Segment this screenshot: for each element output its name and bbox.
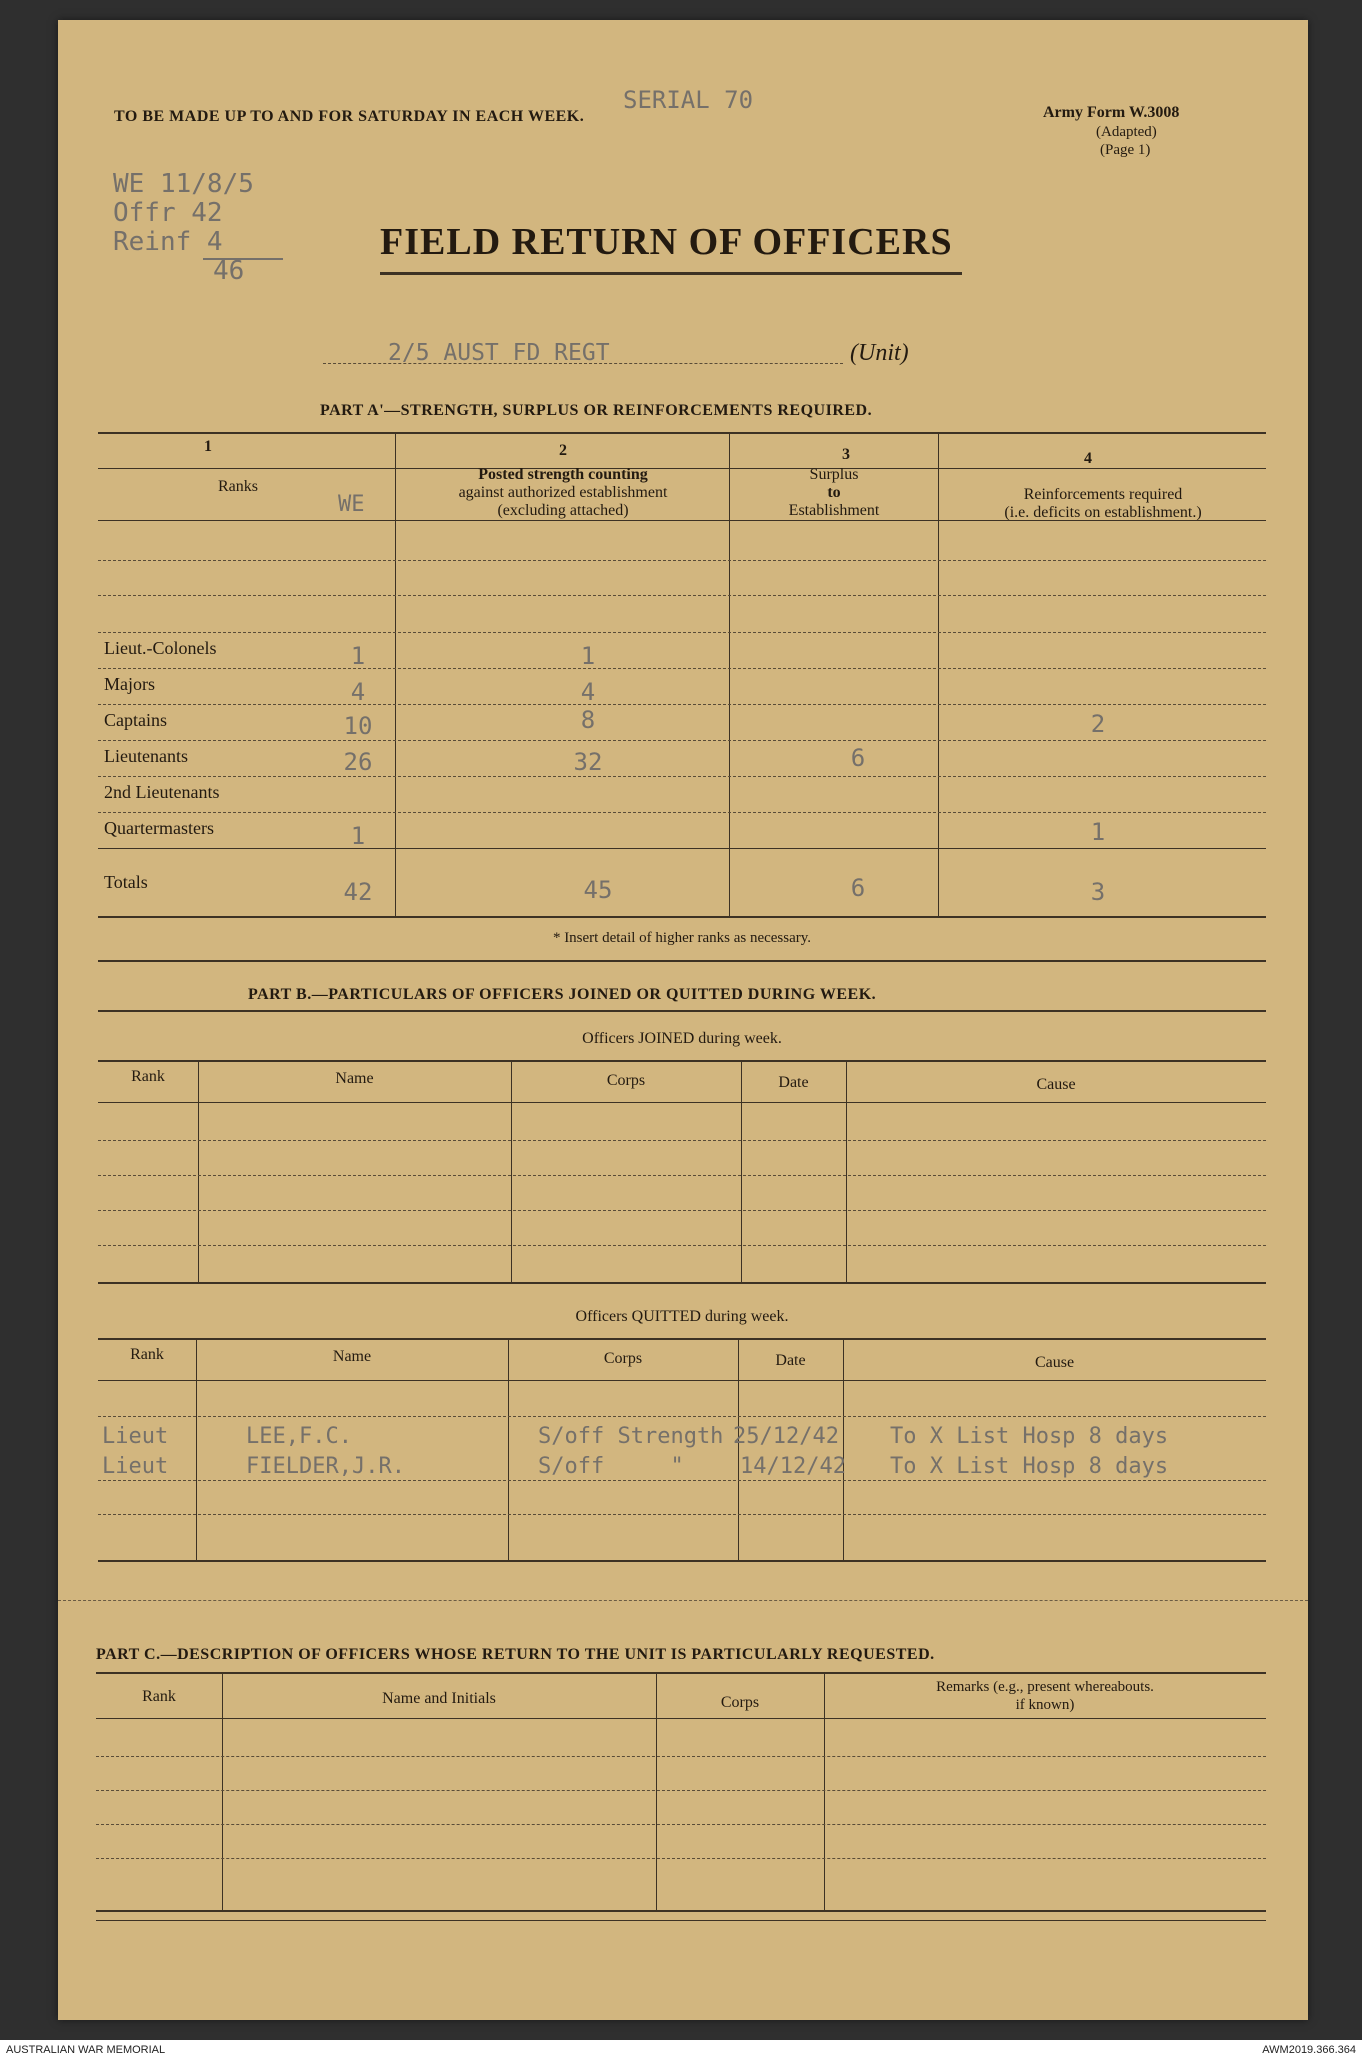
col-header-cause: Cause: [1036, 1076, 1076, 1093]
col-header-cause: Cause: [1034, 1354, 1075, 1371]
table-divider: [741, 1060, 742, 1282]
we-cell: 26: [343, 748, 373, 776]
row-rule: [98, 1514, 1266, 1515]
we-header: WE: [338, 492, 365, 517]
part-c-double-rule: [96, 1920, 1266, 1921]
header-line: Surplus: [809, 466, 859, 483]
rank-cell: Majors: [104, 674, 155, 694]
form-page: (Page 1): [1100, 142, 1151, 158]
table-row: [98, 776, 1266, 813]
header-bottom-rule: [98, 520, 1266, 521]
annotation-line: Offr 42: [113, 198, 223, 228]
header-line: Establishment: [788, 502, 880, 519]
col-number: 4: [1084, 450, 1092, 467]
col-header-corps: Corps: [606, 1072, 646, 1089]
totals-posted: 45: [583, 876, 613, 904]
surplus-cell: 6: [850, 744, 866, 772]
date-cell: 25/12/42: [733, 1424, 839, 1449]
rank-cell: Lieut: [102, 1454, 169, 1479]
annotation-rule: [203, 258, 283, 260]
row-rule: [96, 1790, 1266, 1791]
row-rule: [96, 1756, 1266, 1757]
unit-value: 2/5 AUST FD REGT: [388, 340, 610, 366]
row-rule: [98, 1175, 1266, 1176]
table-row: [98, 704, 1266, 741]
blank-row-rule: [98, 560, 1266, 561]
table-divider: [511, 1060, 512, 1282]
row-rule: [98, 1480, 1266, 1481]
table-row: [98, 740, 1266, 777]
serial-stamp: SERIAL 70: [623, 86, 754, 114]
table-row: [98, 632, 1266, 669]
table-row: [98, 668, 1266, 705]
we-cell: 1: [350, 822, 366, 850]
totals-top-rule: [98, 848, 1266, 849]
instruction-text: TO BE MADE UP TO AND FOR SATURDAY IN EACH WEEK.: [114, 108, 585, 125]
joined-end-rule: [98, 1282, 1266, 1284]
part-a-title: PART A'—STRENGTH, SURPLUS OR REINFORCEMENTS REQUIRED.: [320, 402, 873, 419]
corps-cell: S/off ": [538, 1454, 684, 1479]
part-c-title: PART C.—DESCRIPTION OF OFFICERS WHOSE RETURN TO THE UNIT IS PARTICULARLY REQUESTED.: [96, 1646, 935, 1663]
rank-cell: 2nd Lieutenants: [104, 782, 220, 802]
annotation-line: Reinf 4: [113, 227, 223, 257]
part-c-table: [96, 1672, 1266, 1910]
posted-header: [403, 466, 723, 520]
col-header-corps: Corps: [720, 1694, 760, 1711]
totals-we: 42: [343, 878, 373, 906]
table-divider: [198, 1060, 199, 1282]
quitted-table: [98, 1338, 1266, 1560]
archive-caption: [0, 2040, 1362, 2061]
row-rule: [98, 1210, 1266, 1211]
header-rule: [96, 1718, 1266, 1719]
totals-surplus: 6: [850, 874, 866, 902]
posted-cell: 32: [573, 748, 603, 776]
name-cell: FIELDER,J.R.: [246, 1454, 405, 1479]
part-b-title: PART B.—PARTICULARS OF OFFICERS JOINED OR QUITTED DURING WEEK.: [248, 986, 877, 1003]
col-header-corps: Corps: [603, 1350, 643, 1367]
col-number: 1: [204, 438, 212, 455]
header-line: (excluding attached): [497, 502, 629, 519]
totals-bottom-rule: [98, 916, 1266, 918]
rank-cell: Lieut: [102, 1424, 169, 1449]
unit-label: (Unit): [850, 340, 909, 366]
header-line: Remarks (e.g., present whereabouts.: [936, 1679, 1154, 1695]
posted-cell: 8: [580, 706, 596, 734]
rank-cell: Captains: [104, 710, 167, 730]
col-header-name: Name and Initials: [382, 1690, 496, 1707]
name-cell: LEE,F.C.: [246, 1424, 352, 1449]
part-a-end-rule: [98, 960, 1266, 962]
footnote: * Insert detail of higher ranks as necessary.: [552, 930, 812, 946]
rank-cell: Lieut.-Colonels: [104, 638, 217, 658]
form-name: Army Form W.3008: [1043, 104, 1180, 121]
title-underline: [380, 272, 962, 275]
quitted-title: Officers QUITTED during week.: [575, 1308, 789, 1325]
annotation-line: 46: [213, 256, 245, 286]
form-adapted: (Adapted): [1096, 124, 1157, 140]
header-line: against authorized establishment: [458, 484, 668, 501]
surplus-header: [735, 466, 933, 520]
totals-label: Totals: [104, 872, 148, 892]
rank-cell: Quartermasters: [104, 818, 214, 838]
ranks-header: Ranks: [218, 478, 258, 495]
cause-cell: To X List Hosp 8 days: [890, 1424, 1169, 1449]
col-header-name: Name: [335, 1070, 374, 1087]
part-b-rule: [98, 1010, 1266, 1012]
we-cell: 1: [350, 642, 366, 670]
header-line: Reinforcements required: [1023, 486, 1183, 503]
rank-cell: Lieutenants: [104, 746, 188, 766]
joined-table: [98, 1060, 1266, 1282]
fold-line: [58, 1600, 1308, 1601]
col-header-name: Name: [332, 1348, 372, 1365]
archive-credit: AUSTRALIAN WAR MEMORIAL: [6, 2044, 166, 2056]
joined-title: Officers JOINED during week.: [582, 1030, 782, 1047]
cause-cell: To X List Hosp 8 days: [890, 1454, 1169, 1479]
form-sheet: [58, 20, 1308, 2020]
col-header-rank: Rank: [130, 1346, 164, 1363]
row-rule: [96, 1858, 1266, 1859]
posted-cell: 4: [580, 678, 596, 706]
table-row: [98, 812, 1266, 848]
header-line: (i.e. deficits on establishment.): [1004, 504, 1202, 521]
col-header-date: Date: [778, 1074, 809, 1091]
we-cell: 10: [343, 712, 373, 740]
header-line: if known): [1015, 1697, 1075, 1713]
col-header-date: Date: [775, 1352, 806, 1369]
date-cell: 14/12/42: [740, 1454, 846, 1479]
row-rule: [96, 1824, 1266, 1825]
col-header-remarks: [824, 1678, 1266, 1714]
annotation-line: WE 11/8/5: [113, 169, 254, 199]
row-rule: [98, 1245, 1266, 1246]
col-number: 3: [842, 446, 850, 463]
handwritten-annotation: [113, 170, 254, 286]
col-number: 2: [559, 442, 567, 459]
corps-cell: S/off Strength: [538, 1424, 724, 1449]
header-rule: [98, 1380, 1266, 1381]
totals-row: [98, 852, 1266, 912]
reinf-cell: 2: [1090, 710, 1106, 738]
archive-id: AWM2019.366.364: [1262, 2044, 1356, 2056]
totals-reinf: 3: [1090, 878, 1106, 906]
reinf-cell: 1: [1090, 818, 1106, 846]
col-header-rank: Rank: [131, 1068, 165, 1085]
quitted-end-rule: [98, 1560, 1266, 1562]
col-header-rank: Rank: [142, 1688, 176, 1705]
header-line: to: [827, 484, 841, 501]
reinforcements-header: [943, 486, 1263, 522]
page-title: FIELD RETURN OF OFFICERS: [380, 221, 953, 263]
header-line: Posted strength counting: [478, 466, 648, 483]
blank-row-rule: [98, 595, 1266, 596]
header-rule: [98, 1102, 1266, 1103]
table-row: [98, 1424, 1266, 1454]
part-a-rule: [98, 432, 1266, 434]
we-cell: 4: [350, 678, 366, 706]
row-rule: [98, 1140, 1266, 1141]
posted-cell: 1: [580, 642, 596, 670]
part-c-end-rule: [96, 1910, 1266, 1912]
row-rule: [98, 1416, 1266, 1417]
strength-rows: [98, 632, 1266, 848]
